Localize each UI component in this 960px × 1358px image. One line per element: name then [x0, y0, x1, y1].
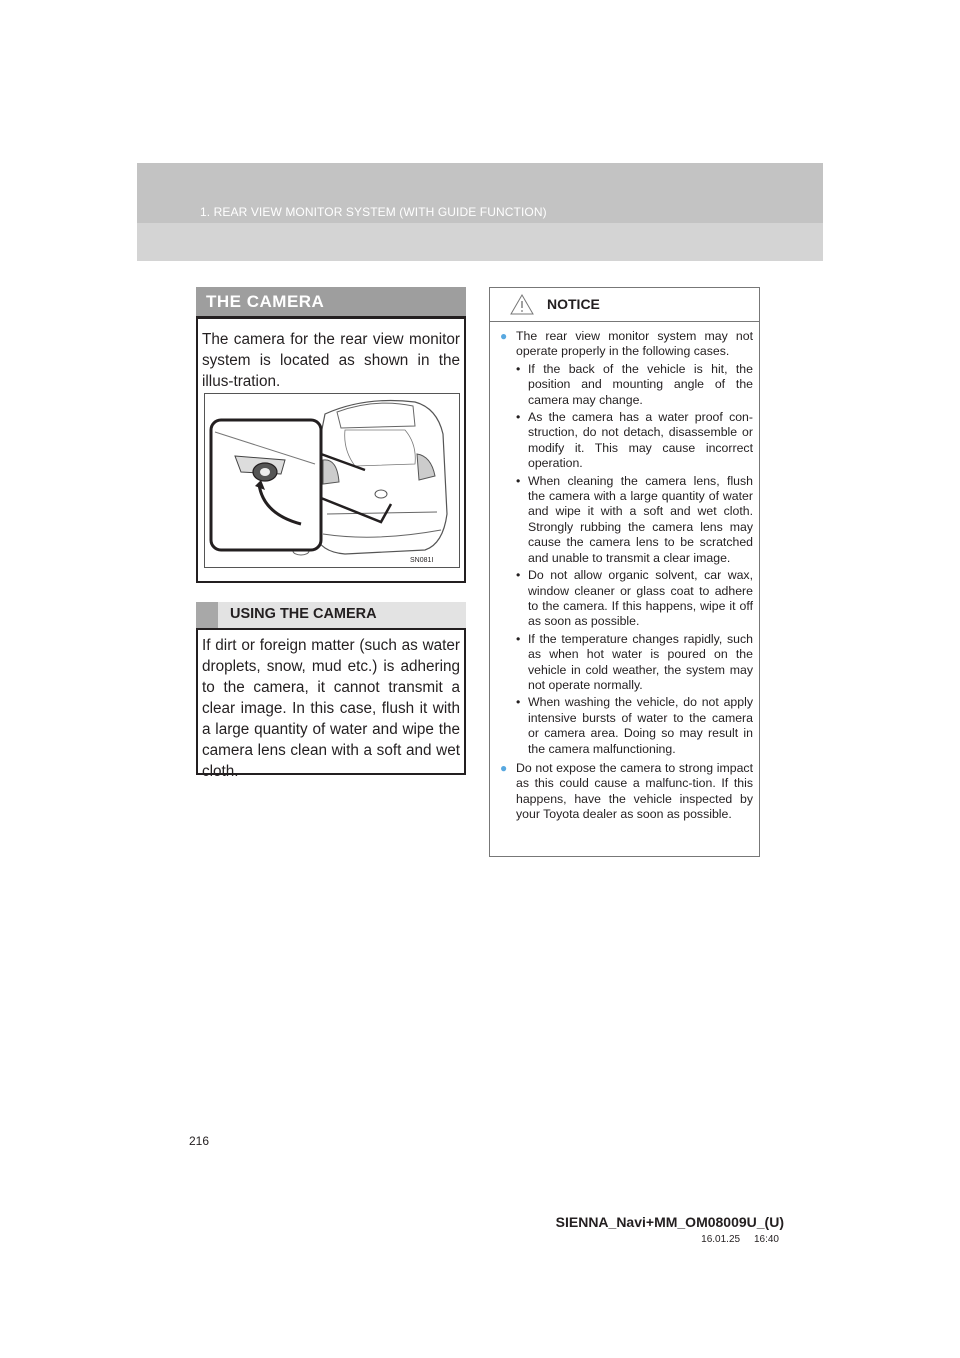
vehicle-rear-drawing: [205, 394, 459, 567]
bullet-circle-icon: ●: [500, 760, 508, 775]
camera-location-illustration: [204, 393, 460, 568]
notice-body: [500, 329, 753, 825]
notice-item-text: The rear view monitor system may not operate properly in the following cases.: [516, 329, 753, 359]
heading-tab-marker: [196, 602, 218, 628]
using-section-heading: USING THE CAMERA: [230, 606, 377, 622]
notice-subitem-text: Do not allow organic solvent, car wax, window cleaner or glass coat to adhere to the camera. If this happens, wipe it off as soon as possible.: [528, 568, 753, 629]
notice-subitem: [516, 474, 753, 566]
sub-bullet-icon: •: [516, 473, 521, 488]
notice-subitem: [516, 410, 753, 472]
sub-bullet-icon: •: [516, 568, 521, 583]
camera-section-text: The camera for the rear view monitor system is located as shown in the illus-tration.: [202, 331, 460, 390]
notice-title: NOTICE: [547, 296, 600, 312]
header-band: [137, 163, 823, 261]
using-section-heading-bar: [196, 602, 466, 628]
sub-bullet-icon: •: [516, 410, 521, 425]
notice-subitem-text: As the camera has a water proof con-struction, do not detach, disassemble or modify it. This may cause incorrect operation.: [528, 410, 753, 471]
notice-subitem-text: When cleaning the camera lens, flush the camera with a large quantity of water and wipe it with a soft and wet cloth. Strongly rubbing the camera lens may cause the camera lens to be scratched and unable to transmit a clear image.: [528, 473, 753, 565]
bullet-circle-icon: ●: [500, 329, 508, 343]
notice-subitem-text: If the temperature changes rapidly, such as when hot water is poured on the vehicle in cold weather, the system may not operate normally.: [528, 631, 753, 692]
page-number: 216: [189, 1134, 210, 1148]
notice-item: [500, 761, 753, 823]
using-section-text: If dirt or foreign matter (such as water droplets, snow, mud etc.) is adhering to the camera, it cannot transmit a clear image. In this case, flush it with a large quantity of water and wipe the camera lens clean with a soft and wet cloth.: [202, 637, 460, 780]
notice-item-text: Do not expose the camera to strong impact as this could cause a malfunc-tion. If this happens, have the vehicle inspected by your Toyota dealer as soon as possible.: [516, 760, 753, 822]
notice-item: [500, 329, 753, 757]
notice-subitem: [516, 568, 753, 630]
camera-section: [196, 287, 466, 583]
illustration-code: SN081I: [410, 557, 434, 564]
camera-section-heading-bar: [196, 287, 466, 319]
notice-subitem: [516, 632, 753, 694]
document-id: SIENNA_Navi+MM_OM08009U_(U): [555, 1214, 784, 1230]
warning-triangle-icon: [510, 294, 534, 315]
camera-section-heading: THE CAMERA: [206, 292, 325, 311]
using-section: [196, 628, 466, 780]
notice-box: [489, 287, 760, 857]
sub-bullet-icon: •: [516, 631, 521, 646]
notice-header: [490, 288, 759, 322]
notice-subitem: [516, 362, 753, 408]
header-title: 1. REAR VIEW MONITOR SYSTEM (WITH GUIDE FUNCTION): [200, 205, 547, 219]
sub-bullet-icon: •: [516, 361, 521, 376]
notice-subitem-text: If the back of the vehicle is hit, the position and mounting angle of the camera may change.: [528, 361, 753, 407]
notice-subitem-text: When washing the vehicle, do not apply intensive bursts of water to the camera or camera area. Doing so may result in the camera malfunctioning.: [528, 695, 753, 756]
sub-bullet-icon: •: [516, 695, 521, 710]
notice-subitem: [516, 695, 753, 757]
document-timestamp: 16.01.25 16:40: [701, 1234, 779, 1245]
